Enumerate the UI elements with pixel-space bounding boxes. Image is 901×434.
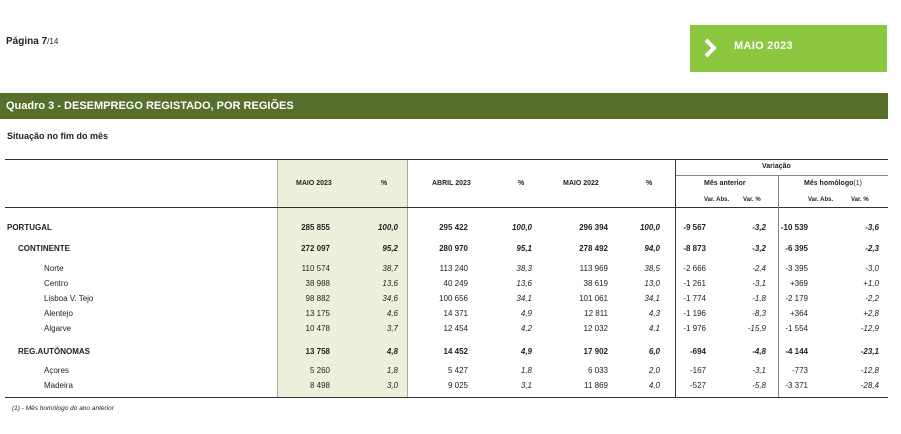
table-cell: 278 492 [579, 244, 608, 253]
table-cell: 98 882 [305, 294, 330, 303]
mes-homologo-label: Mês homólogo [804, 180, 854, 187]
table-cell: 4,3 [648, 309, 660, 318]
table-cell: 34,6 [382, 294, 398, 303]
table-cell: 40 249 [443, 279, 468, 288]
col-var-abs-1: Var. Abs. [704, 197, 730, 203]
table-cell: -28,4 [860, 381, 879, 390]
table-subtitle: Situação no fim do mês [7, 131, 109, 141]
table-cell: 38 988 [305, 279, 330, 288]
row-label: Açores [44, 366, 69, 375]
page-total: /14 [47, 37, 59, 46]
table-cell: -167 [689, 366, 706, 375]
table-cell: 13 758 [305, 347, 330, 356]
row-label: Madeira [44, 381, 73, 390]
table-cell: 100,0 [377, 223, 398, 232]
col-pct2: % [518, 180, 525, 187]
table-cell: +1,0 [863, 279, 879, 288]
table-cell: 4,2 [520, 324, 532, 333]
table-cell: -1 196 [683, 309, 706, 318]
chevron-right-icon [703, 38, 717, 58]
col-pct3: % [646, 180, 653, 187]
table-cell: -3 395 [785, 264, 808, 273]
table-cell: 11 869 [584, 381, 608, 390]
table-cell: -8,3 [752, 309, 766, 318]
table-cell: 13 175 [305, 309, 330, 318]
table-cell: -8 873 [683, 244, 706, 253]
table-cell: 38,3 [516, 264, 532, 273]
table-cell: 3,0 [386, 381, 398, 390]
table-cell: 285 855 [301, 223, 330, 232]
table-cell: 110 574 [301, 264, 330, 273]
table-cell: -4,8 [752, 347, 766, 356]
row-label: Lisboa V. Tejo [44, 294, 94, 303]
col-variacao: Variação [762, 163, 791, 170]
col-pct1: % [381, 180, 388, 187]
table-cell: -4 144 [785, 347, 808, 356]
table-cell: 3,1 [520, 381, 532, 390]
table-cell: 6,0 [648, 347, 660, 356]
table-cell: -2 666 [683, 264, 706, 273]
row-label: PORTUGAL [7, 223, 52, 232]
table-cell: +364 [789, 309, 808, 318]
table-cell: 13,6 [516, 279, 532, 288]
table-cell: 100 656 [439, 294, 468, 303]
table-cell: 13,6 [382, 279, 398, 288]
table-cell: -12,8 [860, 366, 879, 375]
table-cell: 4,0 [648, 381, 660, 390]
table-cell: 4,8 [386, 347, 398, 356]
table-cell: 4,9 [520, 309, 532, 318]
table-cell: 9 025 [447, 381, 468, 390]
table-cell: 38 619 [583, 279, 608, 288]
table-cell: 10 478 [305, 324, 330, 333]
table-cell: 113 240 [439, 264, 468, 273]
table-cell: 272 097 [301, 244, 330, 253]
table-cell: -6 395 [785, 244, 808, 253]
table-cell: -1 261 [683, 279, 706, 288]
col-var-pct-1: Var. % [743, 197, 761, 203]
col-var-pct-2: Var. % [851, 197, 869, 203]
table-cell: 295 422 [439, 223, 468, 232]
table-cell: -2,4 [752, 264, 766, 273]
table-cell: -3 371 [785, 381, 808, 390]
table-cell: 296 394 [579, 223, 608, 232]
table-cell: +2,8 [863, 309, 879, 318]
table-cell: 14 371 [443, 309, 468, 318]
table-cell: -3,1 [752, 366, 766, 375]
page-label: Página 7 [6, 36, 48, 47]
table-cell: 5 260 [309, 366, 330, 375]
mes-homologo-note: (1) [853, 180, 862, 187]
row-label: Algarve [44, 324, 72, 333]
table-top-rule [5, 159, 888, 160]
table-cell: -10 539 [780, 223, 808, 232]
table-cell: 1,8 [520, 366, 532, 375]
table-cell: -3,0 [865, 264, 879, 273]
table-cell: -773 [791, 366, 808, 375]
table-cell: 38,7 [382, 264, 398, 273]
table-cell: -15,9 [747, 324, 766, 333]
table-cell: 8 498 [309, 381, 330, 390]
row-label: CONTINENTE [18, 244, 70, 253]
table-cell: 13,0 [644, 279, 660, 288]
table-cell: -1 774 [683, 294, 706, 303]
row-label: Centro [44, 279, 69, 288]
table-cell: 3,7 [386, 324, 398, 333]
col-maio2023: MAIO 2023 [296, 180, 332, 187]
variacao-divider [675, 159, 676, 397]
col-abril2023: ABRIL 2023 [432, 180, 471, 187]
table-cell: -3,2 [752, 223, 766, 232]
table-cell: 17 902 [583, 347, 608, 356]
row-label: REG.AUTÓNOMAS [18, 347, 90, 356]
table-cell: -9 567 [683, 223, 706, 232]
table-cell: 95,1 [516, 244, 532, 253]
table-cell: 5 427 [447, 366, 468, 375]
row-label: Alentejo [44, 309, 73, 318]
table-cell: 12 454 [443, 324, 468, 333]
table-cell: 94,0 [644, 244, 660, 253]
current-month-highlight [277, 159, 408, 397]
col-var-abs-2: Var. Abs. [808, 197, 834, 203]
table-cell: 6 033 [587, 366, 608, 375]
table-cell: 34,1 [516, 294, 532, 303]
table-cell: 12 811 [584, 309, 608, 318]
table-cell: -2,3 [865, 244, 879, 253]
month-banner [690, 25, 887, 72]
table-cell: 4,9 [520, 347, 532, 356]
table-cell: 4,1 [648, 324, 660, 333]
table-cell: 100,0 [511, 223, 532, 232]
table-cell: 12 032 [583, 324, 608, 333]
header-bottom-rule [5, 207, 888, 208]
table-cell: 101 061 [579, 294, 608, 303]
table-cell: -3,1 [752, 279, 766, 288]
table-cell: -1,8 [752, 294, 766, 303]
table-cell: 2,0 [648, 366, 660, 375]
row-label: Norte [44, 264, 64, 273]
page-number [6, 36, 58, 47]
table-cell: -5,8 [752, 381, 766, 390]
table-cell: -1 976 [683, 324, 706, 333]
table-cell: 113 969 [579, 264, 608, 273]
table-cell: +369 [789, 279, 808, 288]
table-cell: -3,6 [865, 223, 879, 232]
table-cell: 1,8 [386, 366, 398, 375]
table-cell: 95,2 [382, 244, 398, 253]
table-cell: -2 179 [785, 294, 808, 303]
table-cell: 100,0 [639, 223, 660, 232]
table-cell: 34,1 [644, 294, 660, 303]
table-cell: 38,5 [644, 264, 660, 273]
footnote: (1) - Mês homólogo do ano anterior [12, 405, 114, 412]
month-label: MAIO 2023 [734, 40, 793, 52]
table-cell: -2,2 [865, 294, 879, 303]
table-cell: -694 [689, 347, 706, 356]
table-cell: 4,6 [386, 309, 398, 318]
table-cell: -23,1 [860, 347, 879, 356]
col-mes-homologo [804, 180, 862, 187]
table-bottom-rule [5, 397, 888, 398]
table-cell: -3,2 [752, 244, 766, 253]
table-cell: 14 452 [443, 347, 468, 356]
table-title: Quadro 3 - DESEMPREGO REGISTADO, POR REGIÕES [0, 93, 888, 119]
variacao-rule [675, 175, 888, 176]
table-cell: 280 970 [439, 244, 468, 253]
table-cell: -527 [689, 381, 706, 390]
table-cell: -12,9 [860, 324, 879, 333]
col-maio2022: MAIO 2022 [563, 180, 599, 187]
table-cell: -1 554 [785, 324, 808, 333]
col-mes-anterior: Mês anterior [704, 180, 746, 187]
